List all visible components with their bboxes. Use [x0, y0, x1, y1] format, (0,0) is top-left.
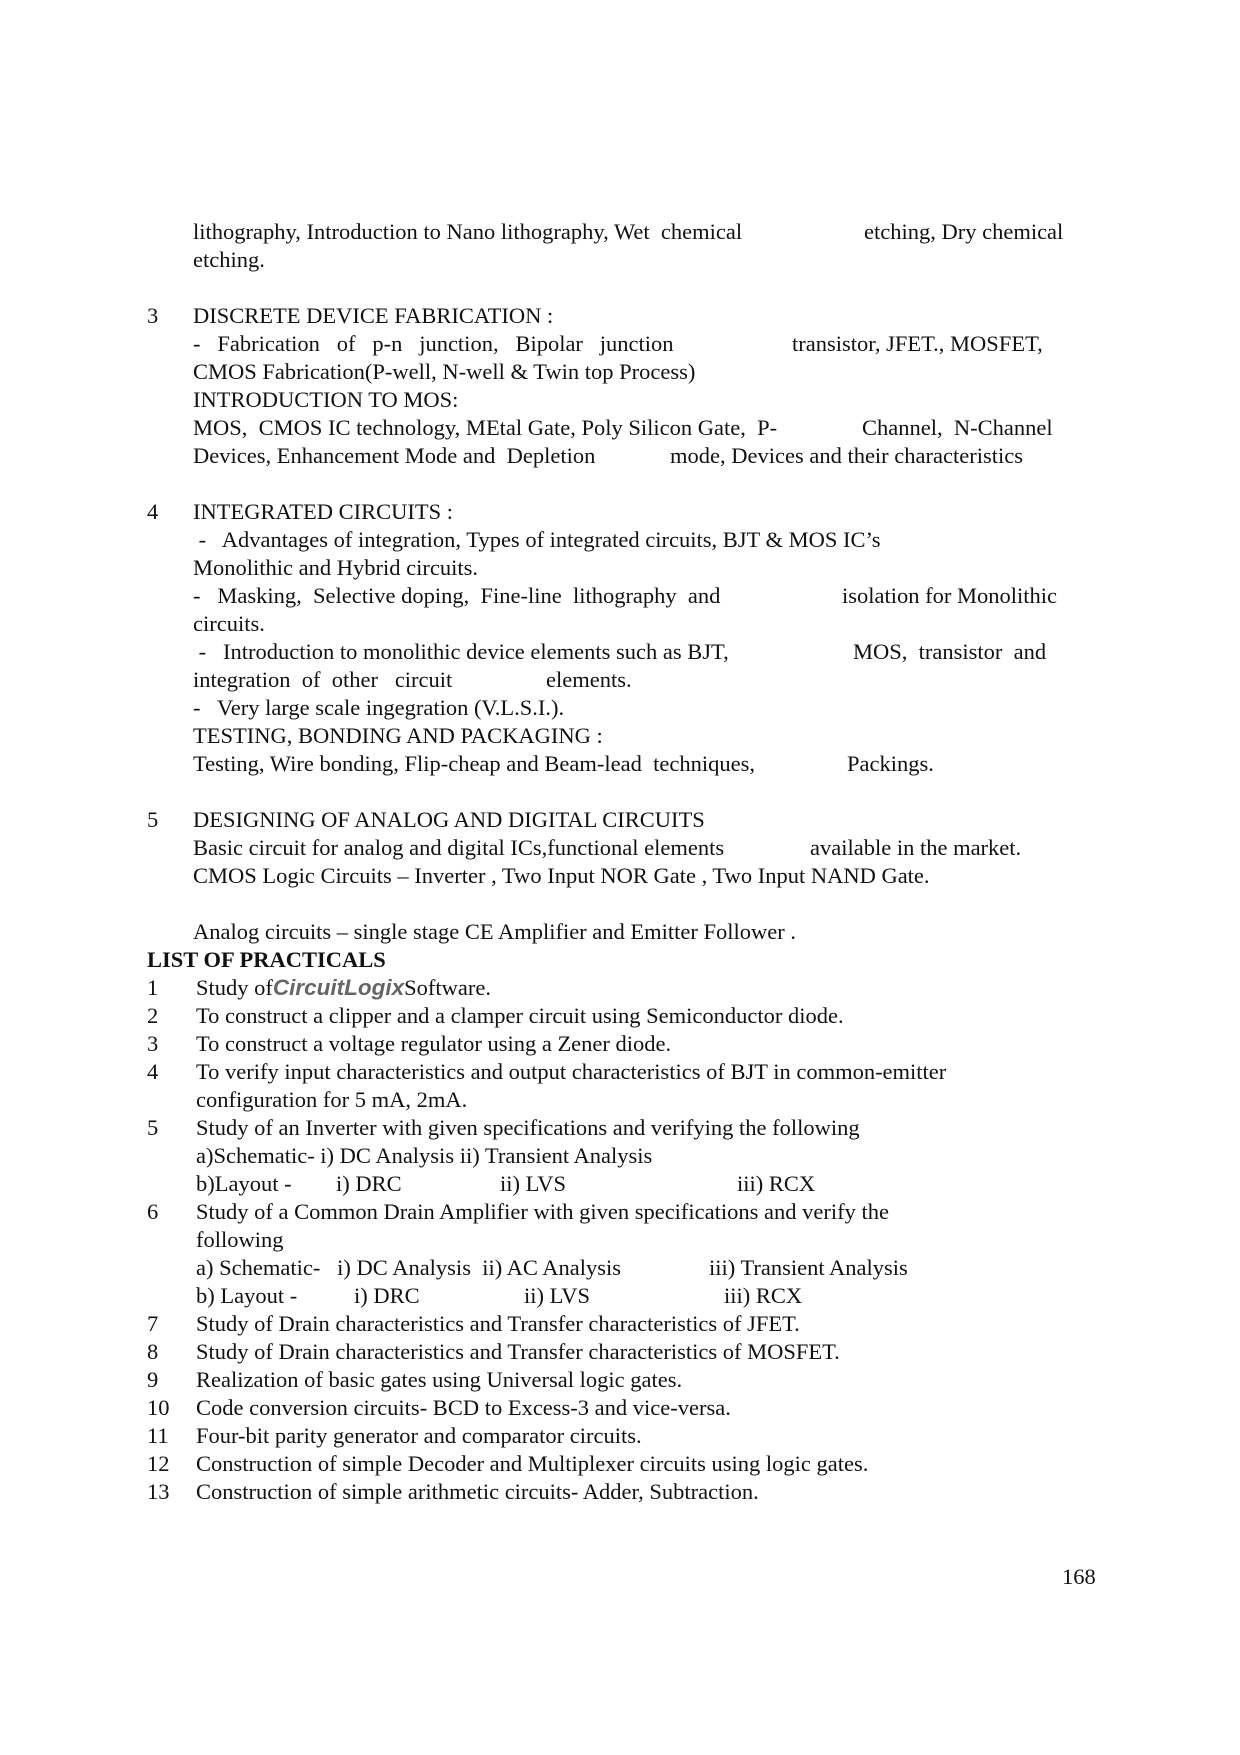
practical-item: Construction of simple arithmetic circuits- Adder, Subtraction. [196, 1479, 759, 1504]
practical-number: 10 [147, 1395, 170, 1420]
practical-item: Study of an Inverter with given specifications and verifying the following [196, 1115, 860, 1140]
syllabus-line: Monolithic and Hybrid circuits. [193, 555, 478, 580]
practical-item-cont: configuration for 5 mA, 2mA. [196, 1087, 468, 1112]
practical-item: Study of Drain characteristics and Transfer characteristics of JFET. [196, 1311, 800, 1336]
practical-item-cont: ii) LVS [524, 1283, 591, 1308]
practical-number: 8 [147, 1339, 159, 1364]
unit-title: DISCRETE DEVICE FABRICATION : [193, 303, 554, 328]
syllabus-line: isolation for Monolithic [842, 583, 1057, 608]
practical-number: 4 [147, 1059, 159, 1084]
syllabus-subheading: TESTING, BONDING AND PACKAGING : [193, 723, 603, 748]
practical-number: 2 [147, 1003, 159, 1028]
unit-number: 4 [147, 499, 159, 524]
syllabus-line: Testing, Wire bonding, Flip-cheap and Beam-lead techniques, [193, 751, 755, 776]
syllabus-line: Basic circuit for analog and digital ICs,functional elements [193, 835, 725, 860]
syllabus-line: transistor, JFET., MOSFET, [792, 331, 1043, 356]
practical-item: Four-bit parity generator and comparator circuits. [196, 1423, 642, 1448]
practical-number: 5 [147, 1115, 159, 1140]
syllabus-line: mode, Devices and their characteristics [670, 443, 1023, 468]
practical-item: To verify input characteristics and output characteristics of BJT in common-emitter [196, 1059, 947, 1084]
syllabus-line: CMOS Fabrication(P-well, N-well & Twin top Process) [193, 359, 696, 384]
practical-item-cont: ii) LVS [500, 1171, 567, 1196]
practical-item-cont: following [196, 1227, 284, 1252]
page-number: 168 [1062, 1564, 1096, 1589]
syllabus-line: lithography, Introduction to Nano lithography, Wet chemical [193, 219, 743, 244]
syllabus-line: - Very large scale ingegration (V.L.S.I.). [193, 695, 565, 720]
practical-number: 12 [147, 1451, 170, 1476]
practical-item-cont: a) Schematic- i) DC Analysis ii) AC Analysis [196, 1255, 621, 1280]
syllabus-line: circuits. [193, 611, 265, 636]
syllabus-line: available in the market. [810, 835, 1022, 860]
unit-number: 3 [147, 303, 159, 328]
practical-item-cont: i) DRC [336, 1171, 402, 1196]
unit-number: 5 [147, 807, 159, 832]
unit-title: INTEGRATED CIRCUITS : [193, 499, 453, 524]
syllabus-line: CMOS Logic Circuits – Inverter , Two Input NOR Gate , Two Input NAND Gate. [193, 863, 930, 888]
unit-title: DESIGNING OF ANALOG AND DIGITAL CIRCUITS [193, 807, 705, 832]
syllabus-line: Devices, Enhancement Mode and Depletion [193, 443, 596, 468]
syllabus-subheading: INTRODUCTION TO MOS: [193, 387, 459, 412]
practical-number: 1 [147, 975, 159, 1000]
practical-number: 7 [147, 1311, 159, 1336]
practical-number: 11 [147, 1423, 169, 1448]
practical-item-cont: b)Layout - [196, 1171, 292, 1196]
practical-item: To construct a voltage regulator using a Zener diode. [196, 1031, 672, 1056]
practical-text: Study of [196, 975, 273, 1000]
syllabus-line: MOS, CMOS IC technology, MEtal Gate, Poly Silicon Gate, P- [193, 415, 778, 440]
syllabus-line: - Introduction to monolithic device elements such as BJT, [193, 639, 729, 664]
syllabus-line: - Fabrication of p-n junction, Bipolar junction [193, 331, 674, 356]
syllabus-line: MOS, transistor and [853, 639, 1047, 664]
practical-item-cont: b) Layout - [196, 1283, 298, 1308]
practical-item [196, 974, 491, 1002]
syllabus-line: etching. [193, 247, 265, 272]
practical-item: To construct a clipper and a clamper circuit using Semiconductor diode. [196, 1003, 844, 1028]
syllabus-line: etching, Dry chemical [864, 219, 1064, 244]
syllabus-line: elements. [546, 667, 632, 692]
practical-item-cont: iii) Transient Analysis [709, 1255, 908, 1280]
practical-item: Study of Drain characteristics and Transfer characteristics of MOSFET. [196, 1339, 840, 1364]
practical-item: Realization of basic gates using Universal logic gates. [196, 1367, 683, 1392]
syllabus-line: Channel, N-Channel [862, 415, 1053, 440]
syllabus-line: - Advantages of integration, Types of integrated circuits, BJT & MOS IC’s [193, 527, 881, 552]
practical-item-cont: i) DRC [354, 1283, 420, 1308]
practical-number: 9 [147, 1367, 159, 1392]
practical-item: Study of a Common Drain Amplifier with given specifications and verify the [196, 1199, 889, 1224]
practical-item-cont: iii) RCX [724, 1283, 803, 1308]
practical-number: 6 [147, 1199, 159, 1224]
practicals-heading: LIST OF PRACTICALS [147, 947, 386, 972]
practical-number: 13 [147, 1479, 170, 1504]
syllabus-line: - Masking, Selective doping, Fine-line lithography and [193, 583, 721, 608]
practical-text: Software. [404, 975, 492, 1000]
syllabus-line: Analog circuits – single stage CE Amplifier and Emitter Follower . [193, 919, 797, 944]
syllabus-line: Packings. [847, 751, 934, 776]
practical-item: Construction of simple Decoder and Multiplexer circuits using logic gates. [196, 1451, 869, 1476]
circuitlogix-name: CircuitLogix [272, 975, 405, 1000]
practical-number: 3 [147, 1031, 159, 1056]
practical-item: Code conversion circuits- BCD to Excess-3 and vice-versa. [196, 1395, 731, 1420]
practical-item-cont: a)Schematic- i) DC Analysis ii) Transient Analysis [196, 1143, 653, 1168]
practical-item-cont: iii) RCX [737, 1171, 816, 1196]
syllabus-line: integration of other circuit [193, 667, 453, 692]
